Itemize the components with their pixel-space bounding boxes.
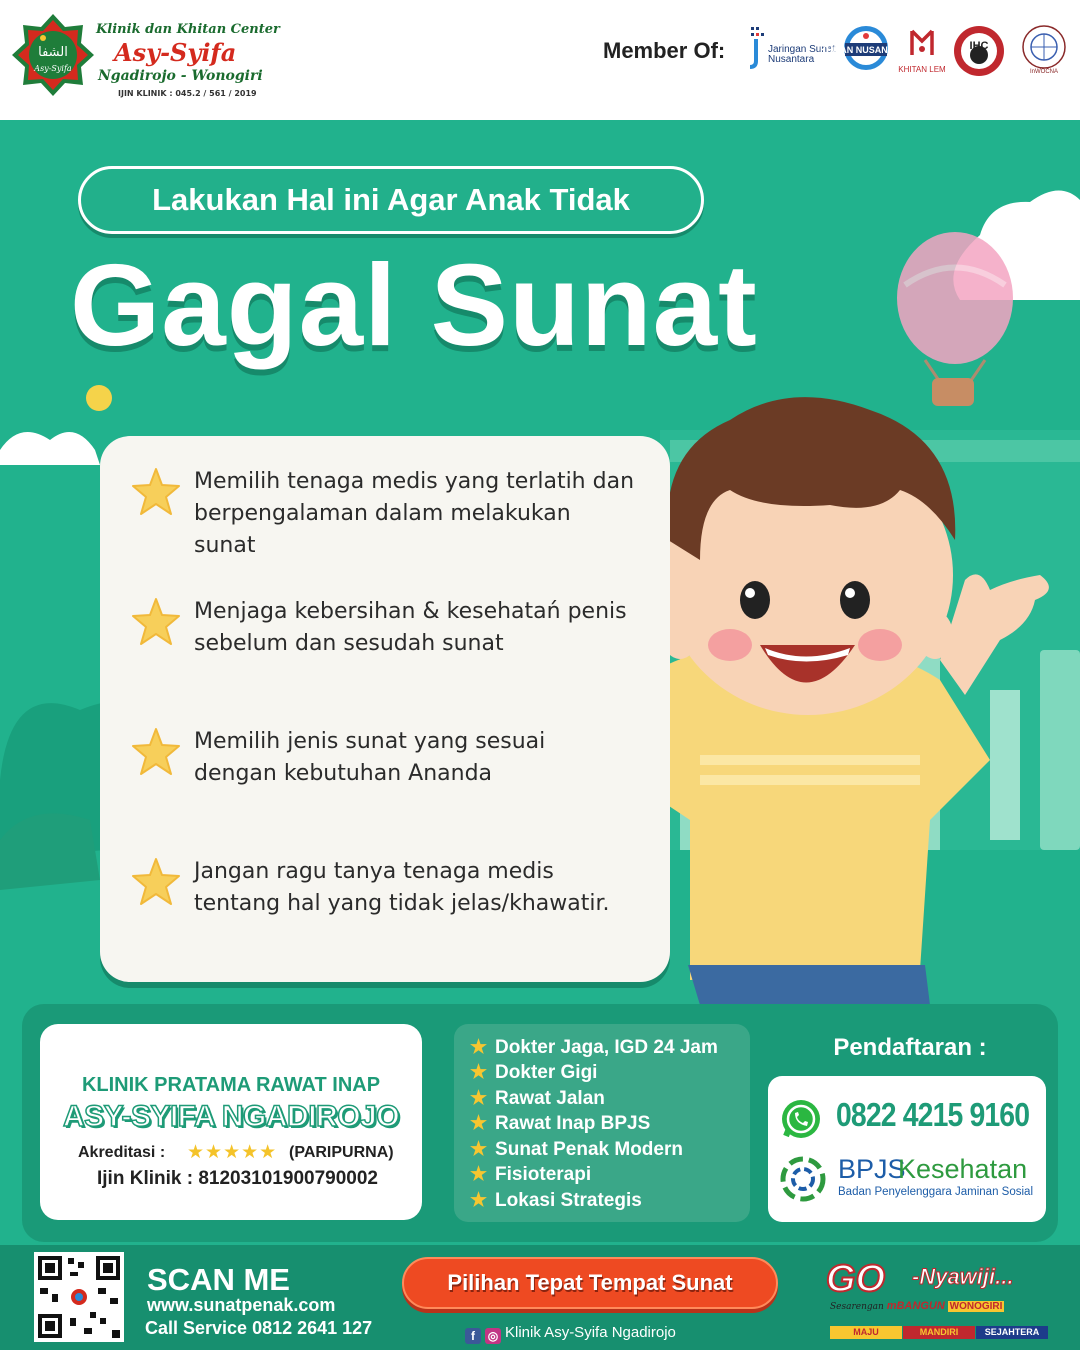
go-nyawiji: -Nyawiji... (912, 1264, 1014, 1289)
subtitle-text: Lakukan Hal ini Agar Anak Tidak (152, 182, 630, 217)
tip-text: Menjaga kebersihan & kesehatań penis sebelum dan sesudah sunat (194, 599, 627, 656)
facebook-icon: f (465, 1328, 481, 1344)
clinic-card-title: KLINIK PRATAMA RAWAT INAP (81, 1074, 381, 1096)
whatsapp-icon (780, 1098, 822, 1140)
khitan-lem-logo (893, 25, 951, 77)
clinic-subtitle: Klinik dan Khitan Center (96, 22, 280, 37)
tagline-text: Pilihan Tepat Tempat Sunat (447, 1270, 733, 1295)
website-link[interactable]: www.sunatpenak.com (147, 1295, 336, 1315)
go-slogan-b: mBANGUN (886, 1300, 945, 1312)
service-item (470, 1138, 683, 1161)
inwocna-label: InWOCNA (1029, 69, 1058, 75)
star-icon: ★ (470, 1113, 488, 1134)
bpjs-label: BPJS (838, 1154, 906, 1184)
service-item (470, 1061, 597, 1084)
social-handle[interactable] (465, 1324, 676, 1344)
go-logo: GO (826, 1258, 886, 1300)
go-band-mandiri: MANDIRI (903, 1326, 975, 1339)
go-slogan-c: WONOGIRI (949, 1301, 1003, 1312)
go-band-maju: MAJU (830, 1326, 902, 1339)
qr-code[interactable] (34, 1252, 124, 1342)
jsn-label: Jaringan Sunat Nusantara (768, 44, 836, 65)
registration-phone[interactable]: 0822 4215 9160 (836, 1096, 1030, 1133)
clinic-logo (10, 12, 96, 98)
header (0, 0, 1080, 120)
subtitle-pill (78, 166, 704, 234)
tip-text: Jangan ragu tanya tenaga medis tentang hal yang tidak jelas/khawatir. (194, 859, 610, 916)
service-item (470, 1112, 650, 1135)
star-icon: ★ (470, 1088, 488, 1109)
clinic-card-permit: Ijin Klinik : 81203101900790002 (97, 1168, 378, 1189)
clinic-name: Asy-Syifa (114, 38, 237, 67)
main-poster (0, 120, 1080, 1350)
tips-card (100, 436, 670, 982)
star-icon (130, 466, 182, 518)
accreditation-level: (PARIPURNA) (289, 1144, 394, 1161)
accreditation-label: Akreditasi : (78, 1144, 166, 1161)
service-label: Dokter Jaga, IGD 24 Jam (495, 1037, 718, 1058)
star-icon (130, 856, 182, 908)
service-label: Rawat Inap BPJS (495, 1113, 651, 1134)
service-label: Dokter Gigi (495, 1062, 598, 1083)
service-item (470, 1036, 718, 1059)
service-label: Lokasi Strategis (495, 1190, 642, 1211)
khitan-nusantara-logo (819, 25, 913, 71)
service-item (470, 1163, 591, 1186)
instagram-icon: ◎ (485, 1328, 501, 1344)
go-slogan-a: Sesarengan (830, 1302, 884, 1312)
go-slogan (830, 1300, 1004, 1312)
headline: Gagal Sunat (70, 240, 758, 370)
bpjs-kesehatan-label: Kesehatan (898, 1154, 1028, 1184)
star-icon (130, 596, 182, 648)
star-icon: ★ (470, 1062, 488, 1083)
star-icon: ★ (470, 1037, 488, 1058)
scan-me-label: SCAN ME (147, 1262, 290, 1297)
service-item (470, 1189, 642, 1212)
clinic-card-name: ASY-SYIFA NGADIROJO (62, 1100, 400, 1133)
logo-arabic: الشفا (38, 45, 68, 60)
tip-text: Memilih jenis sunat yang sesuai dengan kebutuhan Ananda (194, 729, 546, 786)
inwocna-logo (1016, 25, 1072, 81)
service-item (470, 1087, 605, 1110)
star-icon: ★ (470, 1164, 488, 1185)
service-label: Sunat Penak Modern (495, 1139, 683, 1160)
registration-title: Pendaftaran : (833, 1034, 987, 1061)
service-label: Fisioterapi (495, 1164, 592, 1185)
social-name: Klinik Asy-Syifa Ngadirojo (505, 1324, 676, 1341)
khitan-nusantara-label: KHITAN NUSANTARA (819, 45, 913, 55)
khitan-lem-label: KHITAN LEM (898, 65, 946, 74)
ihc-label: IHC (969, 40, 989, 52)
star-icon (130, 726, 182, 778)
logo-text: Asy-Syifa (34, 64, 72, 73)
star-icon: ★ (470, 1190, 488, 1211)
call-service: Call Service 0812 2641 127 (145, 1318, 373, 1338)
go-band-sejahtera: SEJAHTERA (976, 1326, 1048, 1339)
bpjs-subtitle: Badan Penyelenggara Jaminan Sosial (838, 1186, 1033, 1198)
clinic-location: Ngadirojo - Wonogiri (98, 68, 263, 84)
member-label: Member Of: (603, 38, 726, 63)
bpjs-icon (780, 1156, 826, 1202)
star-icon: ★ (470, 1139, 488, 1160)
accreditation-stars: ★★★★★ (187, 1141, 278, 1163)
ihc-logo (953, 25, 1005, 77)
service-label: Rawat Jalan (495, 1088, 605, 1109)
clinic-permit: IJIN KLINIK : 045.2 / 561 / 2019 (118, 89, 257, 98)
tip-text: Memilih tenaga medis yang terlatih dan berpengalaman dalam melakukan sunat (194, 469, 635, 558)
